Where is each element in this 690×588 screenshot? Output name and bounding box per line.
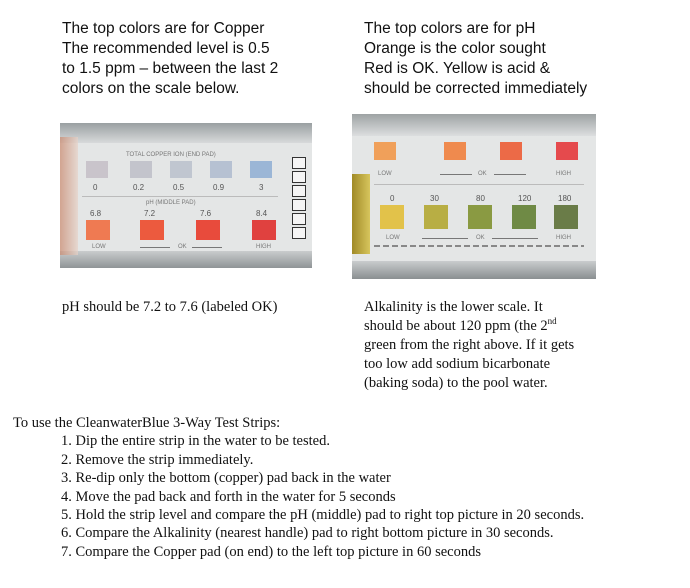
copper-value: 0 [93, 183, 98, 192]
instruction-step: 1. Dip the entire strip in the water to be tested. [61, 433, 330, 450]
test-strip-instructions [13, 414, 584, 561]
copper-swatch-1 [86, 161, 108, 178]
copper-note-line: to 1.5 ppm – between the last 2 [62, 60, 279, 77]
copper-note [62, 19, 278, 99]
alkalinity-swatch-1 [380, 205, 404, 229]
alkalinity-caption [364, 298, 574, 393]
ph-value: 7.2 [144, 209, 156, 218]
copper-swatch-5 [250, 161, 272, 178]
ph-value: 8.4 [256, 209, 268, 218]
alkalinity-caption-line: should be about 120 ppm (the 2nd [364, 316, 557, 334]
alkalinity-high-label: HIGH [556, 235, 571, 241]
ph-note-line: should be corrected immediately [364, 80, 588, 97]
alkalinity-caption-line: too low add sodium bicarbonate [364, 356, 551, 372]
instruction-step: 6. Compare the Alkalinity (nearest handle) pad to right bottom picture in 30 seconds. [61, 525, 554, 542]
copper-value: 0.2 [133, 183, 145, 192]
ph-value: 7.6 [200, 209, 212, 218]
ph-swatch-ok-1 [444, 142, 466, 160]
alkalinity-low-label: LOW [386, 235, 400, 241]
ph-swatch-1 [86, 220, 110, 240]
ph-caption-text: pH should be 7.2 to 7.6 (labeled OK) [62, 299, 278, 315]
ph-ok-label: OK [178, 244, 187, 250]
ph-high-label: HIGH [556, 171, 571, 177]
copper-value: 0.5 [173, 183, 185, 192]
copper-ph-scale-photo [60, 123, 312, 268]
copper-note-line: colors on the scale below. [62, 80, 240, 97]
ph-alkalinity-scale-photo [352, 114, 596, 279]
alkalinity-swatch-3 [468, 205, 492, 229]
ph-low-label: LOW [378, 171, 392, 177]
ph-swatch-low [374, 142, 396, 160]
alkalinity-swatch-2 [424, 205, 448, 229]
alkalinity-caption-line: green from the right above. If it gets [364, 337, 575, 353]
instructions-intro: To use the CleanwaterBlue 3-Way Test Strips: [13, 415, 281, 431]
copper-note-line: The top colors are for Copper [62, 20, 265, 37]
alkalinity-value: 180 [558, 194, 572, 203]
copper-swatch-3 [170, 161, 192, 178]
ph-caption [62, 298, 277, 317]
alkalinity-ok-label: OK [476, 235, 485, 241]
ph-note-line: Red is OK. Yellow is acid & [364, 60, 551, 77]
ph-ok-label: OK [478, 171, 487, 177]
alkalinity-caption-line: (baking soda) to the pool water. [364, 375, 548, 391]
alkalinity-value: 80 [476, 194, 485, 203]
alkalinity-swatch-4 [512, 205, 536, 229]
ph-swatch-high [556, 142, 578, 160]
ph-swatch-2 [140, 220, 164, 240]
copper-value: 3 [259, 183, 264, 192]
copper-scale-label: TOTAL COPPER ION (END PAD) [126, 152, 216, 158]
instruction-step: 7. Compare the Copper pad (on end) to the left top picture in 60 seconds [61, 543, 481, 560]
ph-scale-label: pH (MIDDLE PAD) [146, 200, 196, 206]
ph-value: 6.8 [90, 209, 102, 218]
alkalinity-value: 0 [390, 194, 395, 203]
alkalinity-caption-line: Alkalinity is the lower scale. It [364, 299, 543, 315]
copper-value: 0.9 [213, 183, 225, 192]
ph-swatch-4 [252, 220, 276, 240]
instruction-step: 2. Remove the strip immediately. [61, 451, 254, 468]
strip-holder-ladder [292, 157, 306, 241]
copper-swatch-4 [210, 161, 232, 178]
alkalinity-swatch-5 [554, 205, 578, 229]
instruction-step: 3. Re-dip only the bottom (copper) pad back in the water [61, 470, 391, 487]
instruction-step: 5. Hold the strip level and compare the pH (middle) pad to right top picture in 20 seconds. [61, 507, 585, 524]
ph-low-label: LOW [92, 244, 106, 250]
ph-note-line: The top colors are for pH [364, 20, 536, 37]
instruction-step: 4. Move the pad back and forth in the water for 5 seconds [61, 488, 396, 505]
copper-note-line: The recommended level is 0.5 [62, 40, 270, 57]
ph-note-line: Orange is the color sought [364, 40, 546, 57]
instructions-steps [13, 432, 584, 561]
alkalinity-value: 120 [518, 194, 532, 203]
ph-high-label: HIGH [256, 244, 271, 250]
ph-note [364, 19, 587, 99]
alkalinity-value: 30 [430, 194, 439, 203]
ph-swatch-3 [196, 220, 220, 240]
copper-swatch-2 [130, 161, 152, 178]
ph-swatch-ok-2 [500, 142, 522, 160]
